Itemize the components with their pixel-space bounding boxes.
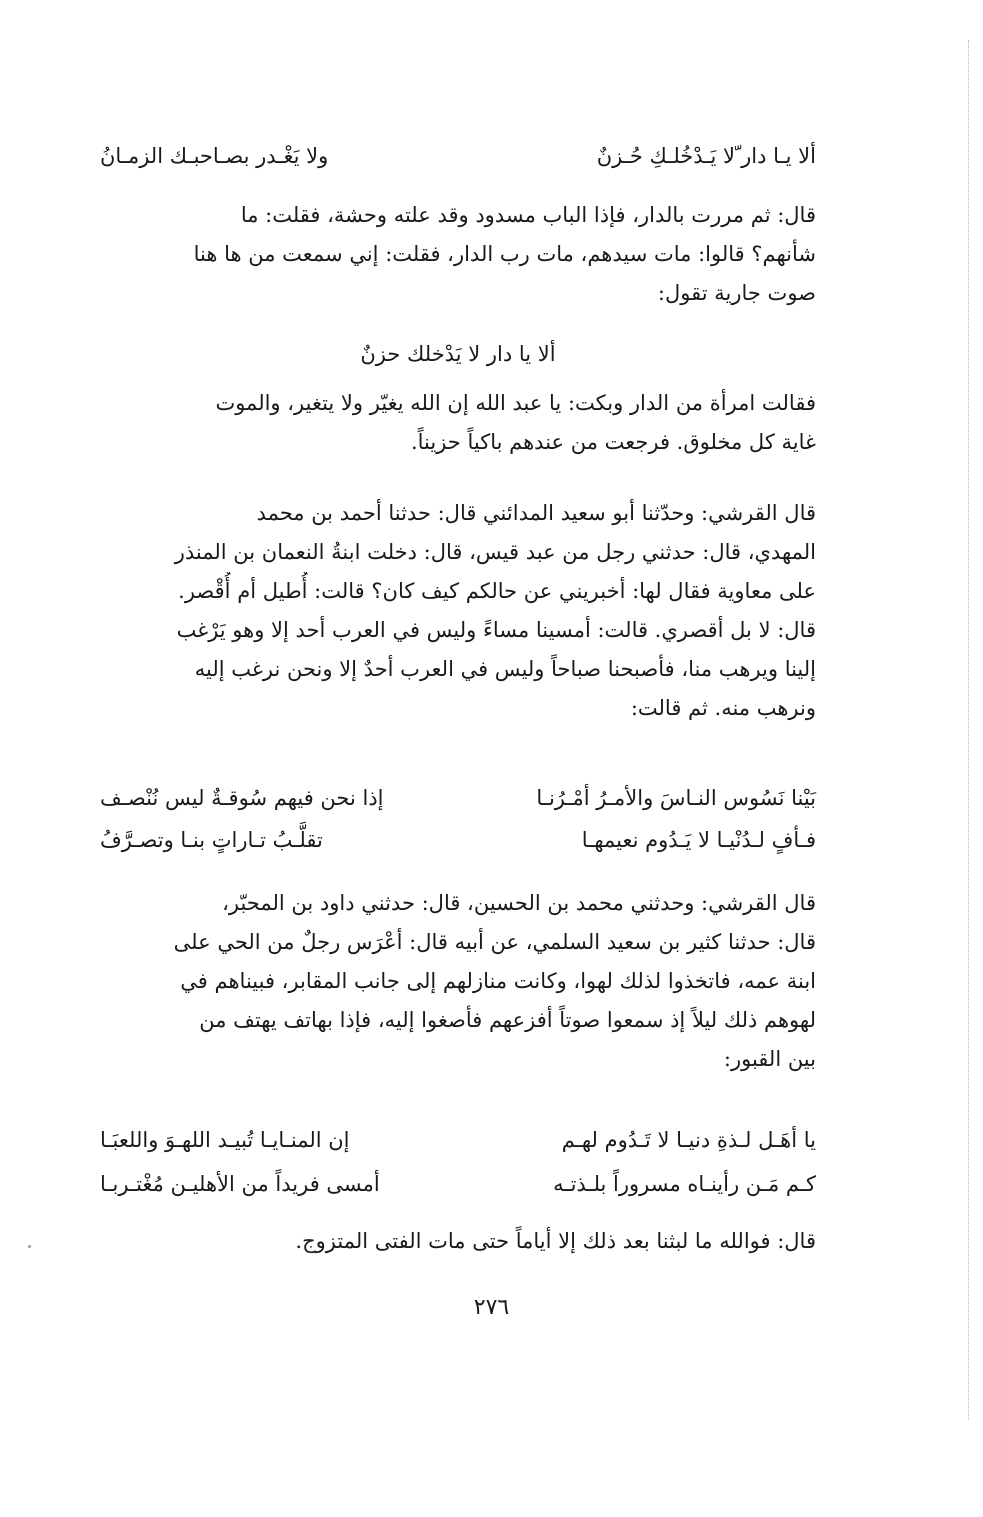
verse-centered: ألا يا دار لا يَدْخلك حزنٌ: [360, 342, 556, 366]
verse-hemistich-left: أمسى فريداً من الأهليـن مُغْتـربـا: [100, 1172, 380, 1196]
paragraph-line: على معاوية فقال لها: أخبريني عن حالكم كيف كان؟ قالت: أُطيل أم أُقْصر.: [178, 579, 816, 603]
paragraph-line: المهدي، قال: حدثني رجل من عبد قيس، قال: دخلت ابنةُ النعمان بن المنذر: [174, 540, 816, 564]
verse-hemistich-right: فـأفٍ لـدُنْيـا لا يَـدُوم نعيمهـا: [581, 828, 816, 852]
verse-hemistich-left: إذا نحن فيهم سُوقـةٌ ليس نُنْصـف: [100, 786, 384, 810]
paragraph-line: غاية كل مخلوق. فرجعت من عندهم باكياً حزيناً.: [410, 430, 816, 454]
verse-hemistich-right: كـم مَـن رأينـاه مسروراً بلـذتـه: [553, 1172, 816, 1196]
paragraph-line: ونرهب منه. ثم قالت:: [630, 696, 816, 720]
paragraph-line: قال: ثم مررت بالدار، فإذا الباب مسدود وقد علته وحشة، فقلت: ما: [240, 203, 816, 227]
paragraph-line: قال القرشي: وحدثني محمد بن الحسين، قال: حدثني داود بن المحبّر،: [222, 891, 816, 915]
page-edge-line: [968, 40, 969, 1420]
verse-line: [100, 1164, 816, 1204]
verse-hemistich-left: ولا يَغْـدر بصـاحبـك الزمـانُ: [100, 144, 329, 168]
verse-line: [100, 1120, 816, 1160]
paragraph-line: قال: حدثنا كثير بن سعيد السلمي، عن أبيه قال: أعْرَس رجلٌ من الحي على: [173, 930, 816, 954]
verse-hemistich-left: تقلَّـبُ تـاراتٍ بنـا وتصـرَّفُ: [100, 828, 323, 852]
verse-line: [100, 136, 816, 176]
paragraph-line: صوت جارية تقول:: [657, 281, 816, 305]
verse-hemistich-right: يا أهَـل لـذةِ دنيـا لا تَـدُوم لهـم: [561, 1128, 816, 1152]
paragraph-line: فقالت امرأة من الدار وبكت: يا عبد الله إن الله يغيّر ولا يتغير، والموت: [215, 391, 816, 415]
paragraph-line: بين القبور:: [723, 1047, 816, 1071]
verse-hemistich-right: ألا يـا دار ّلا يَـدْخُلـكِ حُـزنٌ: [596, 144, 816, 168]
paragraph-line: إلينا ويرهب منا، فأصبحنا صباحاً وليس في العرب أحدٌ إلا ونحن نرغب إليه: [194, 657, 816, 681]
paragraph-line: شأنهم؟ قالوا: مات سيدهم، مات رب الدار، فقلت: إني سمعت من ها هنا: [193, 242, 816, 266]
verse-hemistich-left: إن المنـايـا تُبيـد اللهـوَ واللعبَـا: [100, 1128, 350, 1152]
page-number: ٢٧٦: [473, 1295, 510, 1320]
verse-line: [100, 778, 816, 818]
paragraph-line: ابنة عمه، فاتخذوا لذلك لهوا، وكانت منازلهم إلى جانب المقابر، فبيناهم في: [180, 969, 816, 993]
paragraph-line: قال: فوالله ما لبثنا بعد ذلك إلا أياماً حتى مات الفتى المتزوج.: [295, 1229, 816, 1253]
verse-line: [100, 820, 816, 860]
scan-speck: [28, 1245, 31, 1248]
paragraph-line: قال القرشي: وحدّثنا أبو سعيد المدائني قال: حدثنا أحمد بن محمد: [256, 501, 816, 525]
paragraph-line: لهوهم ذلك ليلاً إذ سمعوا صوتاً أفزعهم فأصغوا إليه، فإذا بهاتف يهتف من: [199, 1008, 816, 1032]
paragraph-line: قال: لا بل أقصري. قالت: أمسينا مساءً وليس في العرب أحد إلا وهو يَرْغب: [176, 618, 816, 642]
verse-hemistich-right: بَيْنا نَسُوس النـاسَ والأمـرُ أمْـرُنـا: [536, 786, 816, 810]
